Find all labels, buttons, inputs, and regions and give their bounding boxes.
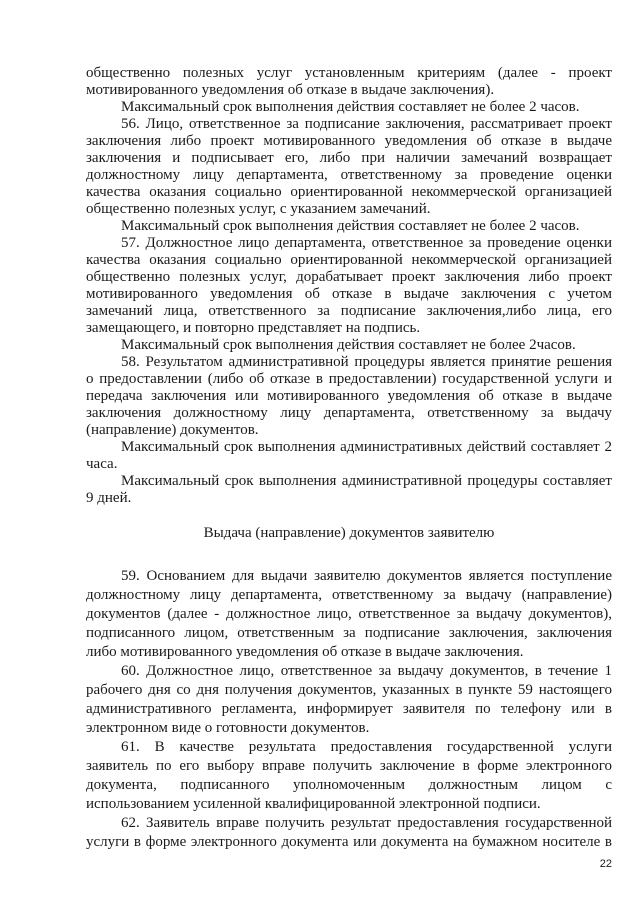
text-line: Максимальный срок выполнения административной процедуры составляет [121,473,612,489]
text-line: общественно полезных услуг установленным критериям (далее - проект [86,65,612,81]
text-line: 62. Заявитель вправе получить результат предоставления государственной [121,815,612,831]
text-line: 56. Лицо, ответственное за подписание заключения, рассматривает проект [121,116,612,132]
text-line: 9 дней. [86,490,132,506]
text-line: использованием усиленной квалифицированной электронной подписи. [86,796,541,812]
text-line: о предоставлении (либо об отказе в предоставлении) государственной услуги и [86,371,612,387]
text-line: 57. Должностное лицо департамента, ответственное за проведение оценки [121,235,612,251]
text-line: документов (далее - должностное лицо, ответственное за выдачу документов), [86,606,612,622]
text-line: Максимальный срок выполнения административных действий составляет 2 [121,439,612,455]
text-line: услуги в форме электронного документа или документа на бумажном носителе в [86,834,612,850]
text-line: Максимальный срок выполнения действия составляет не более 2 часов. [121,218,580,234]
text-line: должностному лицу департамента, ответственному за проведение оценки [86,167,612,183]
text-line: заключения либо проект мотивированного уведомления об отказе в выдаче [86,133,612,149]
text-line: электронном виде о готовности документов. [86,720,370,736]
text-line: мотивированного уведомления об отказе в выдаче заключения с учетом [86,286,612,302]
text-line: либо мотивированного уведомления об отказе в выдаче заключения. [86,644,524,660]
text-line: должностному лицу департамента, ответственному за выдачу (направление) [86,587,612,603]
text-line: подписанного лицом, ответственным за подписание заключения, заключения [86,625,612,641]
text-line: документа, подписанного уполномоченным должностным лицом с [86,777,612,793]
text-line: качества оказания социально ориентированной некоммерческой организацией [86,184,612,200]
section-heading: Выдача (направление) документов заявителю [203,525,495,541]
text-line: мотивированного уведомления об отказе в выдаче заключения). [86,82,495,98]
text-line: заявитель по его выбору вправе получить заключение в форме электронного [86,758,612,774]
text-line: общественно полезных услуг, с указанием замечаний. [86,201,431,217]
text-line: рабочего дня со дня получения документов, указанных в пункте 59 настоящего [86,682,612,698]
text-line: Максимальный срок выполнения действия составляет не более 2часов. [121,337,576,353]
page-number: 22 [599,858,612,870]
text-line: общественно полезных услуг, дорабатывает проект заключения либо проект [86,269,612,285]
text-line: замечаний лица, ответственного за подписание заключения,либо лица, его [86,303,612,319]
text-line: 58. Результатом административной процедуры является принятие решения [121,354,612,370]
text-line: 60. Должностное лицо, ответственное за выдачу документов, в течение 1 [121,663,612,679]
text-line: передача заключения или мотивированного уведомления об отказе в выдаче [86,388,612,404]
text-line: 59. Основанием для выдачи заявителю документов является поступление [121,568,612,584]
text-line: 61. В качестве результата предоставления государственной услуги [121,739,612,755]
text-line: заключения должностному лицу департамента, ответственному за выдачу [86,405,612,421]
text-line: часа. [86,456,118,472]
text-line: (направление) документов. [86,422,259,438]
text-line: административного регламента, информирует заявителя по телефону или в [86,701,612,717]
text-line: Максимальный срок выполнения действия составляет не более 2 часов. [121,99,580,115]
text-line: замещающего, и повторно представляет на подпись. [86,320,421,336]
text-line: заключения и подписывает его, либо при наличии замечаний возвращает [86,150,612,166]
text-line: качества оказания социально ориентированной некоммерческой организацией [86,252,612,268]
